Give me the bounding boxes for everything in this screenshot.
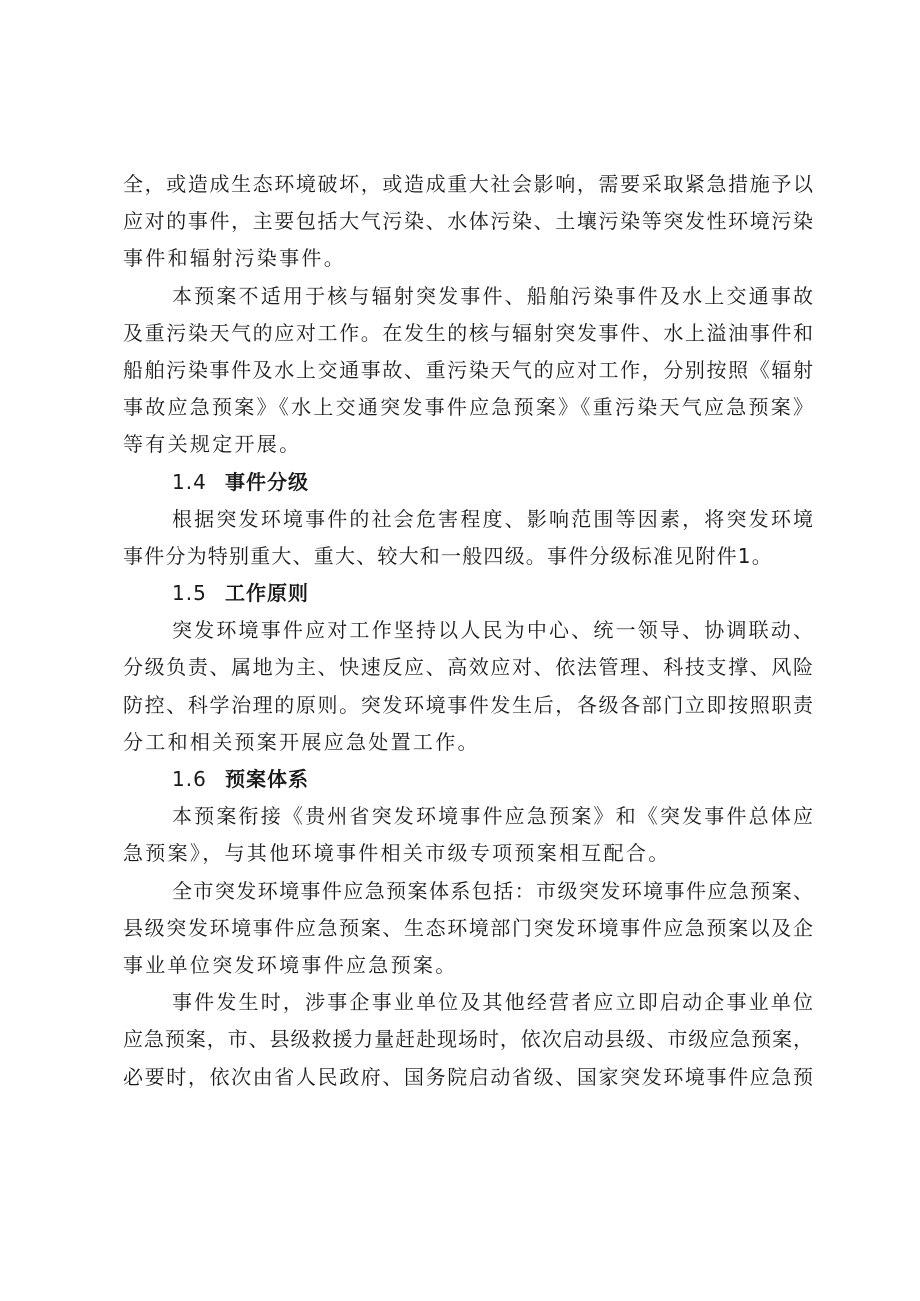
text-line: 事件发生时，涉事企事业单位及其他经营者应立即启动企事业单位: [172, 990, 813, 1015]
text-line: 船舶污染事件及水上交通事故、重污染天气的应对工作，分别按照《辐射: [123, 357, 813, 382]
section-number: 1.4: [172, 469, 207, 494]
text-line: 全，或造成生态环境破坏，或造成重大社会影响，需要采取紧急措施予以: [123, 172, 813, 196]
text-line: 全市突发环境事件应急预案体系包括：市级突发环境事件应急预案、: [172, 878, 813, 903]
section-title: 预案体系: [225, 767, 309, 791]
text-line: 等有关规定开展。: [123, 432, 302, 457]
paragraph-event-grading: [123, 501, 813, 575]
document-page: [123, 166, 813, 1096]
section-title: 工作原则: [225, 581, 309, 606]
text-line: 必要时，依次由省人民政府、国务院启动省级、国家突发环境事件应急预: [123, 1064, 813, 1089]
text-line: 分级负责、属地为主、快速反应、高效应对、依法管理、科技支撑、风险: [123, 655, 813, 680]
paragraph-work-principles: [123, 612, 813, 761]
section-title: 事件分级: [225, 469, 309, 494]
text-line: 突发环境事件应对工作坚持以人民为中心、统一领导、协调联动、: [172, 618, 813, 643]
text-line: 急预案》，与其他环境事件相关市级专项预案相互配合。: [123, 841, 671, 866]
section-number: 1.5: [172, 581, 207, 606]
text-line: 应对的事件，主要包括大气污染、水体污染、土壤污染等突发性环境污染: [123, 209, 813, 234]
paragraph-plan-system: [123, 873, 813, 985]
paragraph-plan-linkage: [123, 798, 813, 872]
text-line: 根据突发环境事件的社会危害程度、影响范围等因素，将突发环境: [172, 506, 813, 531]
text-line: 本预案衔接《贵州省突发环境事件应急预案》和《突发事件总体应: [172, 804, 813, 829]
text-line: 事件分为特别重大、重大、较大和一般四级。事件分级标准见附件1。: [123, 543, 773, 568]
section-number: 1.6: [172, 767, 207, 791]
text-line: 事业单位突发环境事件应急预案。: [123, 952, 458, 977]
text-line: 防控、科学治理的原则。突发环境事件发生后，各级各部门立即按照职责: [123, 692, 813, 717]
section-heading-1-6: [123, 761, 813, 798]
text-line: 事故应急预案》《水上交通突发事件应急预案》《重污染天气应急预案》: [123, 395, 813, 420]
text-line: 及重污染天气的应对工作。在发生的核与辐射突发事件、水上溢油事件和: [123, 320, 813, 345]
text-line: 县级突发环境事件应急预案、生态环境部门突发环境事件应急预案以及企: [123, 915, 813, 940]
text-line: 应急预案，市、县级救援力量赶赴现场时，依次启动县级、市级应急预案，: [123, 1027, 813, 1052]
section-heading-1-4: [123, 464, 813, 501]
text-line: 事件和辐射污染事件。: [123, 246, 346, 271]
paragraph-event-definition: [123, 166, 813, 278]
paragraph-activation-sequence: [123, 984, 813, 1096]
text-line: 本预案不适用于核与辐射突发事件、船舶污染事件及水上交通事故: [172, 283, 813, 308]
paragraph-exclusions: [123, 278, 813, 464]
section-heading-1-5: [123, 575, 813, 612]
text-line: 分工和相关预案开展应急处置工作。: [123, 729, 480, 754]
